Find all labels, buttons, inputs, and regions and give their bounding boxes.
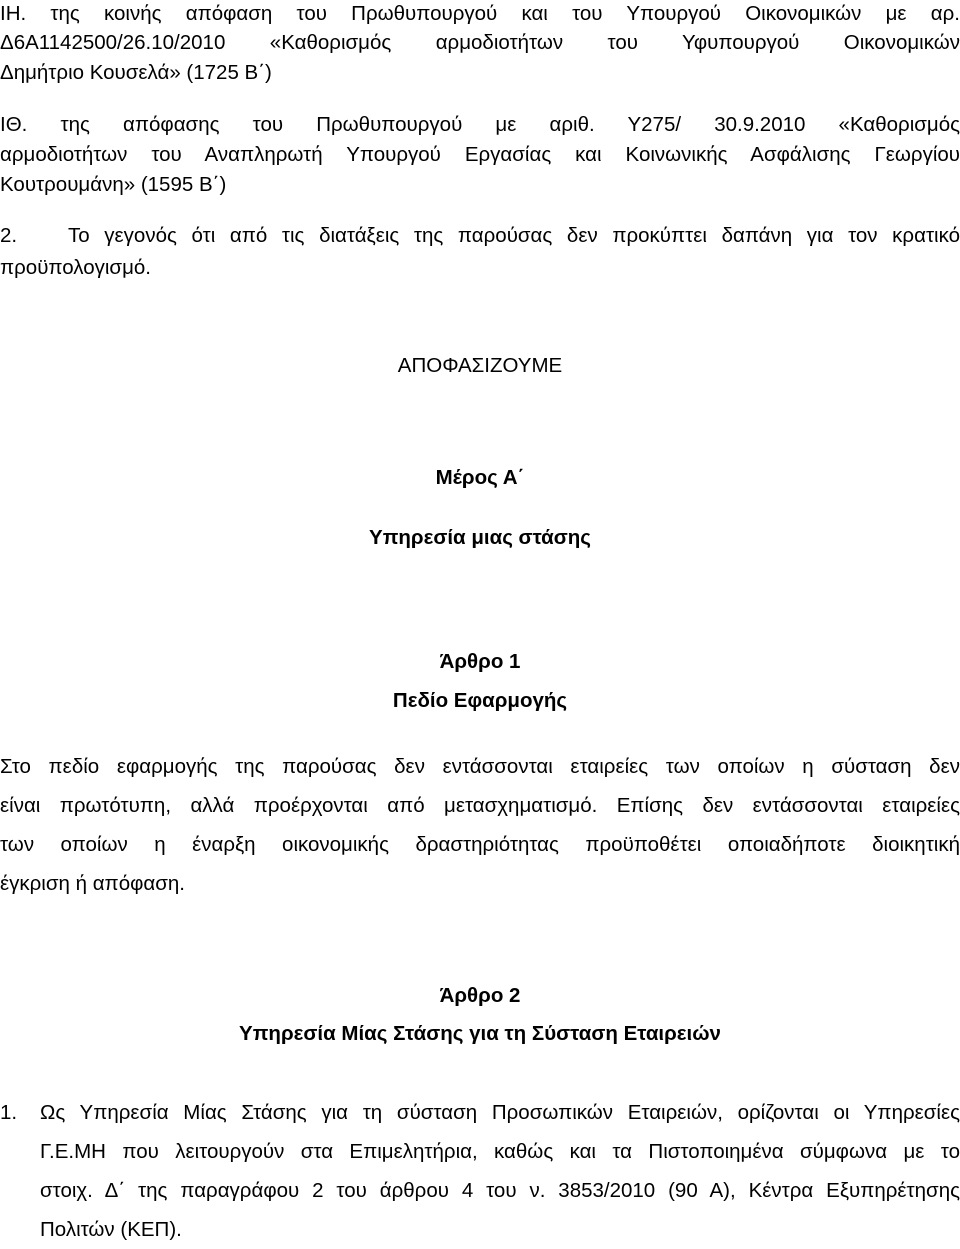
paragraph-2 <box>0 222 960 282</box>
article-1-line: είναι πρωτότυπη, αλλά προέρχονται από μετασχηματισμό. Επίσης δεν εντάσσονται εταιρείες <box>0 794 960 817</box>
article-2-heading: Άρθρο 2 <box>439 984 521 1007</box>
article-1-line: έγκριση ή απόφαση. <box>0 872 185 895</box>
article-2-item-line: Ως Υπηρεσία Μίας Στάσης για τη σύσταση Προσωπικών Εταιρειών, ορίζονται οι Υπηρεσίες <box>40 1101 960 1124</box>
article-2-item-line: Πολιτών (ΚΕΠ). <box>40 1218 182 1241</box>
decision-heading: ΑΠΟΦΑΣΙΖΟΥΜΕ <box>397 354 563 377</box>
recital-ih-line-3: Δημήτριο Κουσελά» (1725 Β΄) <box>0 61 272 84</box>
article-1-line: Στο πεδίο εφαρμογής της παρούσας δεν εντάσσονται εταιρείες των οποίων η σύσταση δεν <box>0 755 960 778</box>
article-2-item-body <box>40 1093 960 1249</box>
recital-it <box>0 111 960 199</box>
article-2-item-line: Γ.Ε.ΜΗ που λειτουργούν στα Επιμελητήρια, καθώς και τα Πιστοποιημένα σύμφωνα με το <box>40 1140 960 1163</box>
recital-it-line-1: ΙΘ. της απόφασης του Πρωθυπουργού με αριθ. Υ275/ 30.9.2010 «Καθορισμός <box>0 113 960 136</box>
part-title: Υπηρεσία μιας στάσης <box>369 526 591 549</box>
paragraph-2-line-2: προϋπολογισμό. <box>0 256 151 279</box>
recital-ih-line-1: ΙΗ. της κοινής απόφαση του Πρωθυπουργού και του Υπουργού Οικονομικών με αρ. <box>0 2 960 25</box>
part-heading: Μέρος Α΄ <box>435 466 525 489</box>
recital-ih-line-2: Δ6Α1142500/26.10/2010 «Καθορισμός αρμοδιοτήτων του Υφυπουργού Οικονομικών <box>0 31 960 54</box>
paragraph-2-number: 2. <box>0 224 18 247</box>
article-2-item-number: 1. <box>0 1101 18 1124</box>
recital-it-line-2: αρμοδιοτήτων του Αναπληρωτή Υπουργού Εργασίας και Κοινωνικής Ασφάλισης Γεωργίου <box>0 143 960 166</box>
paragraph-2-line-1: Το γεγονός ότι από τις διατάξεις της παρούσας δεν προκύπτει δαπάνη για τον κρατικό <box>68 224 960 247</box>
article-2-title: Υπηρεσία Μίας Στάσης για τη Σύσταση Εταιρειών <box>239 1022 721 1045</box>
article-1-body <box>0 747 960 903</box>
recital-it-line-3: Κουτρουμάνη» (1595 Β΄) <box>0 173 227 196</box>
article-1-line: των οποίων η έναρξη οικονομικής δραστηριότητας προϋποθέτει οποιαδήποτε διοικητική <box>0 833 960 856</box>
article-1-heading: Άρθρο 1 <box>439 650 521 673</box>
article-1-title: Πεδίο Εφαρμογής <box>392 689 568 712</box>
article-2-item-line: στοιχ. Δ΄ της παραγράφου 2 του άρθρου 4 του ν. 3853/2010 (90 Α), Κέντρα Εξυπηρέτησης <box>40 1179 960 1202</box>
recital-ih <box>0 0 960 87</box>
